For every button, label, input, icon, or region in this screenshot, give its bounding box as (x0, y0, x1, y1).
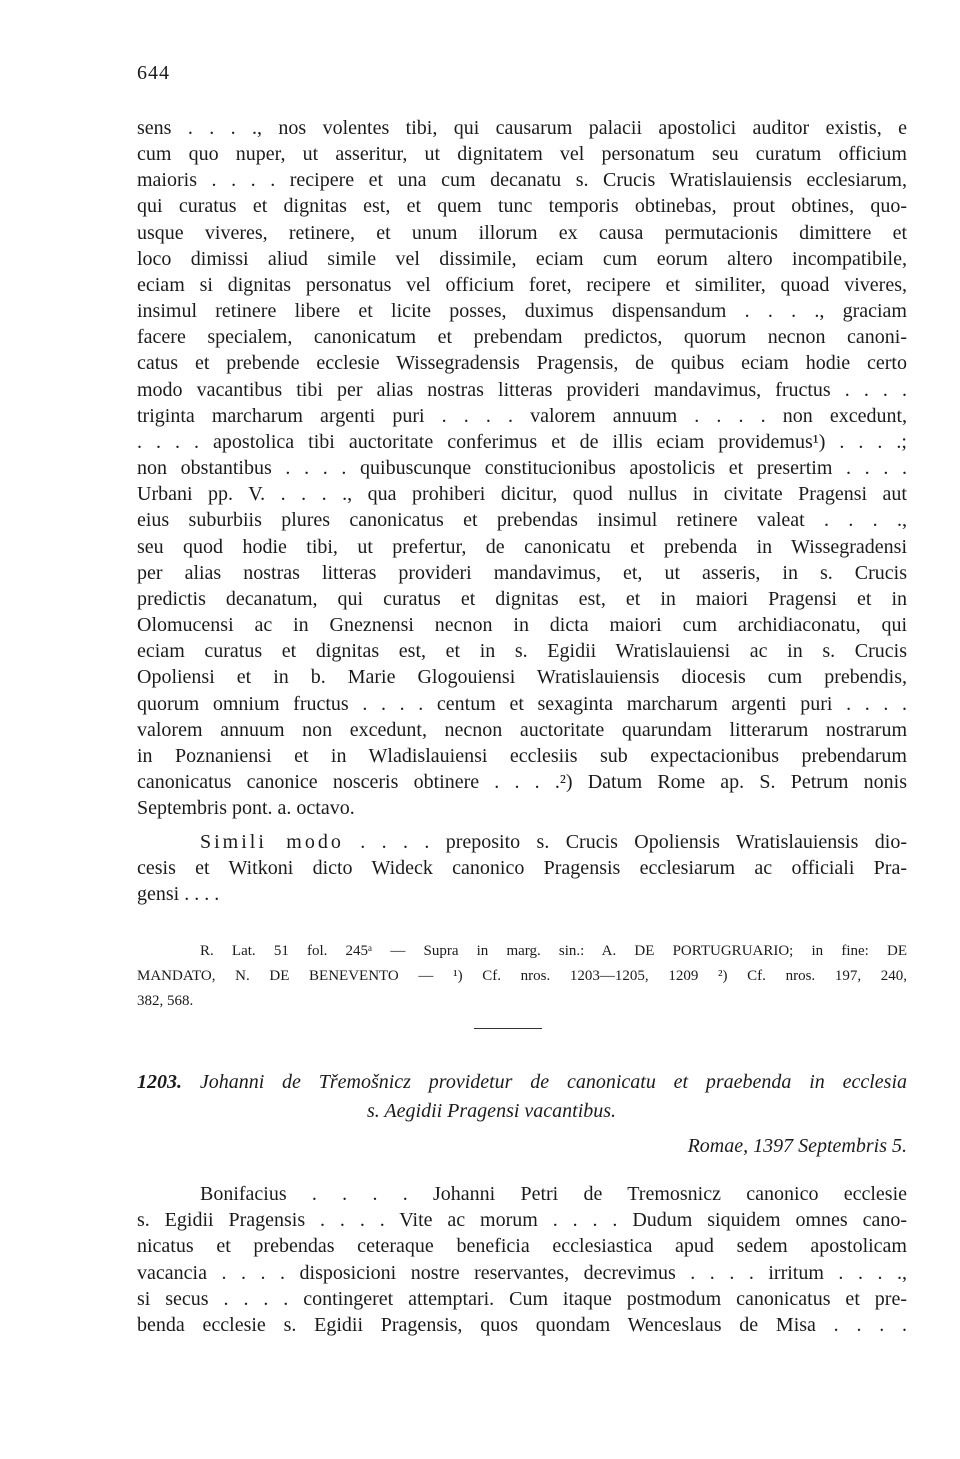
body-line: Septembris pont. a. octavo. (137, 797, 355, 819)
simili-lead: Simili modo (200, 831, 344, 853)
body-line: s. Egidii Pragensis . . . . Vite ac morum . . . . Dudum siquidem omnes cano- (137, 1209, 907, 1231)
body-line: canonicatus canonice nosceris obtinere . . . .²) Datum Rome ap. S. Petrum nonis (137, 771, 907, 793)
body-line: in Poznaniensi et in Wladislauiensi ecclesiis sub expectacionibus prebendarum (137, 745, 907, 767)
body-line: sens . . . ., nos volentes tibi, qui causarum palacii apostolici auditor existis, e (137, 117, 907, 139)
entry-dateline: Romae, 1397 Septembris 5. (687, 1135, 907, 1157)
body-line: quorum omnium fructus . . . . centum et sexaginta marcharum argenti puri . . . . (137, 693, 907, 715)
body-line: usque viveres, retinere, et unum illorum ex causa permutacionis dimittere et (137, 222, 907, 244)
simili-line (200, 829, 907, 855)
body-line: predictis decanatum, qui curatus et dignitas est, et in maiori Pragensi et in (137, 588, 907, 610)
body-line: per alias nostras litteras provideri mandavimus, et, ut asseris, in s. Crucis (137, 562, 907, 584)
body-line: vacancia . . . . disposicioni nostre reservantes, decrevimus . . . . irritum . . . ., (137, 1262, 907, 1284)
body-line: eciam curatus et dignitas est, et in s. Egidii Wratislauiensi ac in s. Crucis (137, 640, 907, 662)
footnote-line: R. Lat. 51 fol. 245ᵃ — Supra in marg. sin.: A. DE PORTUGRUARIO; in fine: DE (200, 943, 907, 959)
body-line: qui curatus et dignitas est, et quem tunc temporis obtinebas, prout obtines, quo- (137, 195, 907, 217)
body-line: Olomucensi ac in Gneznensi necnon in dicta maiori cum archidiaconatu, qui (137, 614, 907, 636)
body-line: seu quod hodie tibi, ut prefertur, de canonicatu et prebenda in Wissegradensi (137, 536, 907, 558)
entry-number: 1203. (137, 1071, 182, 1093)
entry-title-line2: s. Aegidii Pragensi vacantibus. (367, 1100, 617, 1122)
footnote-line: 382, 568. (137, 993, 194, 1009)
footnote-line: MANDATO, N. DE BENEVENTO — ¹) Cf. nros. 1203—1205, 1209 ²) Cf. nros. 197, 240, (137, 968, 907, 984)
simili-line: gensi . . . . (137, 883, 220, 905)
simili-line: cesis et Witkoni dicto Wideck canonico Pragensis ecclesiarum ac officiali Pra- (137, 857, 907, 879)
body-line: si secus . . . . contingeret attemptari. Cum itaque postmodum canonicatus et pre- (137, 1288, 907, 1310)
body-line: non obstantibus . . . . quibuscunque constitucionibus apostolicis et presertim . . . . (137, 457, 907, 479)
body-line: maioris . . . . recipere et una cum decanatu s. Crucis Wratislauiensis ecclesiarum, (137, 169, 907, 191)
page-number: 644 (137, 62, 170, 84)
body-line: modo vacantibus tibi per alias nostras litteras provideri mandavimus, fructus . . . . (137, 379, 907, 401)
simili-text: . . . . preposito s. Crucis Opoliensis Wratislauiensis dio- (343, 831, 907, 853)
body-line: eius suburbiis plures canonicatus et prebendas insimul retinere valeat . . . ., (137, 509, 907, 531)
body-line: triginta marcharum argenti puri . . . . valorem annuum . . . . non excedunt, (137, 405, 907, 427)
body-line: facere specialem, canonicatum et prebendam predictos, quorum necnon canoni- (137, 326, 907, 348)
body-line: insimul retinere libere et licite posses, duximus dispensandum . . . ., graciam (137, 300, 907, 322)
body-line: . . . . apostolica tibi auctoritate conferimus et de illis eciam providemus¹) . . . .; (137, 431, 907, 453)
section-divider (474, 1028, 542, 1029)
body-line: catus et prebende ecclesie Wissegradensis Pragensis, de quibus eciam hodie certo (137, 352, 907, 374)
body-line: valorem annuum non excedunt, necnon auctoritate quarundam litterarum nostrarum (137, 719, 907, 741)
body-line: cum quo nuper, ut asseritur, ut dignitatem vel personatum seu curatum officium (137, 143, 907, 165)
entry-title: Johanni de Třemošnicz providetur de canonicatu et praebenda in ecclesia (199, 1071, 908, 1093)
body-line: nicatus et prebendas ceteraque beneficia ecclesiastica apud sedem apostolicam (137, 1235, 907, 1257)
body-line: Opoliensi et in b. Marie Glogouiensi Wratislauiensis diocesis cum prebendis, (137, 666, 907, 688)
body-line: eciam si dignitas personatus vel officium foret, recipere et similiter, quoad viveres, (137, 274, 907, 296)
body-line: loco dimissi aliud simile vel dissimile, eciam cum eorum altero incompatibile, (137, 248, 907, 270)
entry-heading (137, 1069, 907, 1095)
body-line: Urbani pp. V. . . . ., qua prohiberi dicitur, quod nullus in civitate Pragensi aut (137, 483, 907, 505)
body-line: benda ecclesie s. Egidii Pragensis, quos quondam Wenceslaus de Misa . . . . (137, 1314, 907, 1336)
body-line: Bonifacius . . . . Johanni Petri de Tremosnicz canonico ecclesie (200, 1183, 907, 1205)
